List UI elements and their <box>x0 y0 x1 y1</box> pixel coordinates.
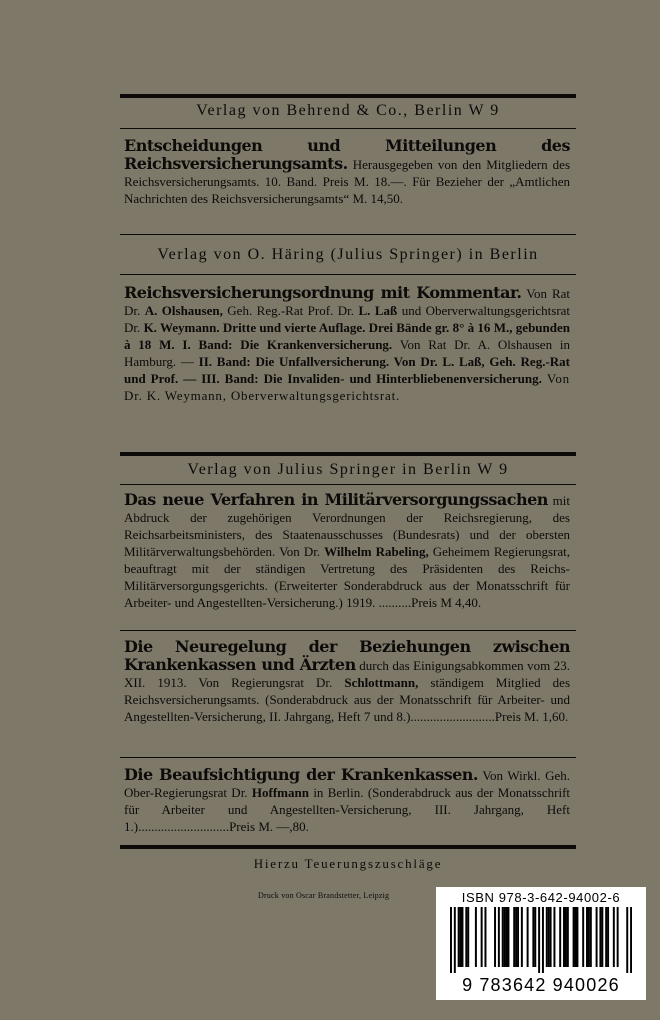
barcode-bar <box>527 907 529 967</box>
barcode-bar <box>626 907 628 973</box>
entry-text: mit Abdruck der zugehörigen Verordnungen der Reichsregierung, des Reichsarbeitsministers, des Staatenausschusses (Bundesrats) und der obersten Militärverwaltungsbehörden. Von Dr. <box>124 493 570 559</box>
author-name: K. Weymann. <box>143 320 220 335</box>
publisher-springer: Verlag von Julius Springer in Berlin W 9 <box>187 461 509 478</box>
footer-note: Hierzu Teuerungszuschläge <box>253 856 443 871</box>
barcode-bar <box>507 907 509 967</box>
rule-6 <box>120 630 576 631</box>
entry-neuregelung <box>124 638 570 725</box>
barcode-bar <box>582 907 584 967</box>
barcode-digit-group-1: 783642 <box>479 975 547 995</box>
barcode-bar <box>559 907 561 967</box>
barcode-bar <box>461 907 463 967</box>
edition-info: Dritte und vierte Auflage. Drei Bände gr. 8° à 16 M., gebunden à 18 M. I. Band: Die Krankenversicherung. <box>124 320 570 352</box>
entry-text: Von Dr. K. Weymann, Oberverwaltungsgerichtsrat. <box>124 371 570 403</box>
barcode-bar <box>521 907 523 967</box>
entry-text: Geh. Reg.-Rat Prof. Dr. <box>227 303 355 318</box>
barcode-bar <box>542 907 544 973</box>
barcode-bar <box>565 907 567 967</box>
barcode-bar <box>484 907 486 967</box>
author-name: A. Olshausen, <box>144 303 223 318</box>
barcode-bar <box>576 907 578 967</box>
barcode-bar <box>502 907 504 967</box>
barcode-bar <box>630 907 632 973</box>
barcode-bar <box>513 907 515 967</box>
barcode-bar <box>481 907 483 967</box>
barcode-bar <box>454 907 456 973</box>
entry-text: Von Rat Dr. <box>124 286 570 318</box>
author-name: L. Laß <box>358 303 398 318</box>
barcode-bar <box>458 907 460 967</box>
entry-text: in Berlin. (Sonderabdruck aus der Monatsschrift für Arbeiter und Angestellten-Versicherung, III. Jahrgang, Heft 1.)............................Preis M. —,80. <box>124 785 571 834</box>
author-name: Schlottmann, <box>344 675 419 690</box>
barcode-digits <box>436 975 646 996</box>
entry-title: Reichsversicherungsordnung mit Kommentar. <box>124 283 522 302</box>
barcode-bar <box>515 907 517 967</box>
entry-title: Entscheidungen und Mitteilungen des Reichsversicherungsamts. <box>124 136 570 173</box>
barcode-bar <box>590 907 592 967</box>
barcode-bar <box>567 907 569 967</box>
barcode-bar <box>599 907 601 967</box>
printer-note: Druck von Oscar Brandstetter, Leipzig <box>258 891 390 900</box>
barcode-bar <box>517 907 519 967</box>
entry-text: Von Wirkl. Geh. Ober-Regierungsrat Dr. <box>124 768 570 800</box>
barcode-bar <box>467 907 469 967</box>
barcode-bar <box>563 907 565 967</box>
barcode-bar <box>450 907 452 973</box>
barcode-bar <box>588 907 590 967</box>
rule-1 <box>120 128 576 129</box>
entry-beaufsichtigung <box>124 766 570 835</box>
barcode-bar <box>534 907 536 967</box>
entry-title: Das neue Verfahren in Militärversorgungssachen <box>124 490 548 509</box>
barcode-bar <box>573 907 575 967</box>
entry-reichsversicherungsordnung <box>124 284 570 404</box>
barcode-bar <box>596 907 598 967</box>
barcode-bar <box>538 907 540 973</box>
barcode-bar <box>460 907 462 967</box>
barcode-bar <box>553 907 555 967</box>
entry-text: durch das Einigungsabkommen vom 23. XII. 1913. Von Regierungsrat Dr. <box>124 658 570 690</box>
barcode-box <box>436 887 646 1000</box>
barcode-bar <box>613 907 615 967</box>
barcode-bar <box>494 907 496 967</box>
publisher-haering: Verlag von O. Häring (Julius Springer) in Berlin <box>157 246 539 263</box>
barcode-bar <box>601 907 603 967</box>
barcode-bar <box>498 907 500 967</box>
rule-8 <box>120 845 576 849</box>
entry-text: ständigem Mitglied des Reichsversicherungsamts. (Sonderabdruck aus der Monatsschrift für Arbeiter- und Angestellten-Versicherung, II. Jahrgang, Heft 7 und 8.)..........................Preis M. 1,60. <box>124 675 571 724</box>
barcode-icon <box>450 907 632 973</box>
barcode-bar <box>465 907 467 967</box>
entry-title: Die Beaufsichtigung der Krankenkassen. <box>124 765 478 784</box>
rule-4 <box>120 452 576 456</box>
entry-text: Von Rat Dr. A. Olshausen in Hamburg. — <box>124 337 570 369</box>
barcode-bar <box>532 907 534 967</box>
top-rule <box>120 94 576 98</box>
entry-text: Herausgegeben von den Mitgliedern des Reichsversicherungsamts. 10. Band. Preis M. 18.—. Für Bezieher der „Amtlichen Nachrichten des Reichsversicherungsamts“ M. 14,50. <box>124 157 571 206</box>
entry-text: Geheimem Regierungsrat, beauftragt mit der ständigen Vertretung des Präsidenten des Reichs-Militärversorgungsgerichts. (Erweiterter Sonderabdruck aus der Monatsschrift für Arbeiter- und Angestellten-Versicherung.) 1919. ..........Preis M 4,40. <box>124 544 570 610</box>
entry-title: Die Neuregelung der Beziehungen zwischen Krankenkassen und Ärzten <box>124 637 570 674</box>
entry-militaerversorgung <box>124 491 570 611</box>
barcode-bar <box>586 907 588 967</box>
barcode-bar <box>548 907 550 967</box>
barcode-bar <box>550 907 552 967</box>
entry-text: und Oberverwaltungsgerichtsrat Dr. <box>124 303 571 335</box>
barcode-bar <box>605 907 607 967</box>
publisher-behrend: Verlag von Behrend & Co., Berlin W 9 <box>196 102 500 119</box>
barcode-bar <box>506 907 508 967</box>
rule-7 <box>120 757 576 758</box>
entry-entscheidungen <box>124 137 570 207</box>
barcode-bar <box>504 907 506 967</box>
barcode-bar <box>475 907 477 967</box>
rule-5 <box>120 484 576 485</box>
barcode-bar <box>607 907 609 967</box>
barcode-bar <box>617 907 619 967</box>
rule-3 <box>120 274 576 275</box>
volume-info: II. Band: Die Unfallversicherung. Von Dr. L. Laß, Geh. Reg.-Rat und Prof. — III. Band: Die Invaliden- und Hinterbliebenenversicherung. <box>124 354 570 386</box>
isbn-label: ISBN 978-3-642-94002-6 <box>461 890 621 905</box>
barcode-bar <box>575 907 577 967</box>
author-name: Wilhelm Rabeling, <box>324 544 429 559</box>
barcode-digit-lead: 9 <box>462 975 474 995</box>
rule-2 <box>120 234 576 235</box>
barcode-digit-group-2: 940026 <box>552 975 620 995</box>
barcode-bar <box>546 907 548 967</box>
author-name: Hoffmann <box>251 785 309 800</box>
